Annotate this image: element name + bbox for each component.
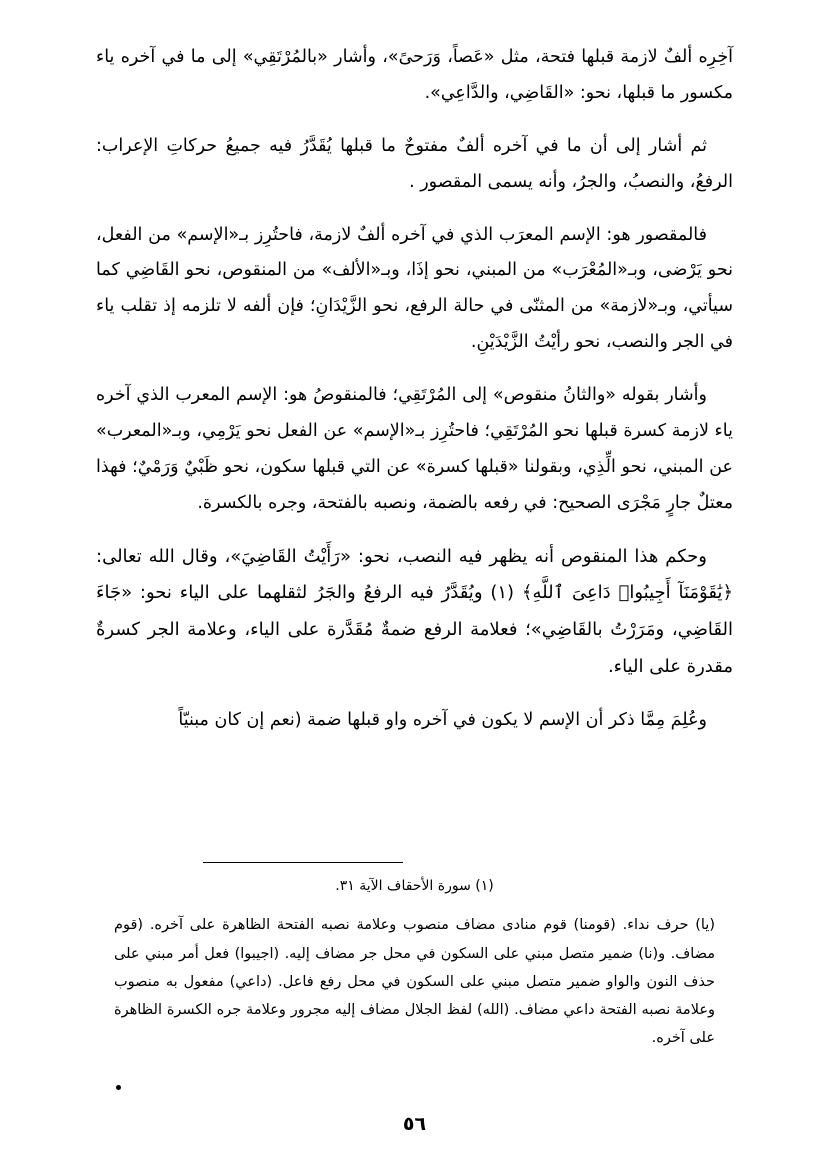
main-text-column <box>96 40 733 739</box>
footnote-grammatical-analysis <box>96 911 733 1052</box>
paragraph: وعُلِمَ مِمَّا ذكر أن الإسم لا يكون في آخره واو قبلها ضمة (نعم إن كان مبنيّاً <box>178 710 707 731</box>
page-number: ٥٦ <box>402 1113 427 1135</box>
decorative-bullet-mark <box>116 1085 121 1090</box>
footnote-text: (يا) حرف نداء. (قومنا) قوم منادى مضاف منصوب وعلامة نصبه الفتحة الظاهرة على آخره. (قوم مضاف. و(نا) ضمير متصل مبني على السكون في محل جر مضاف إليه. (اجيبوا) فعل أمر مبني على حذف النون والواو ضمير متصل مبني على السكون في محل رفع فاعل. (داعي) مفعول به منصوب وعلامة نصبه الفتحة داعي مضاف. (الله) لفظ الجلال مضاف إليه مجرور وعلامة جره الكسرة الظاهرة على آخره. <box>114 917 715 1047</box>
paragraph-with-quran-quote: وحكم هذا المنقوص أنه يظهر فيه النصب، نحو: «رَأَيْتُ القَاضِيَ»، وقال الله تعالى: ﴿يَٰقَوْمَنَآ أَجِيبُوا۟ دَاعِىَ ٱللَّهِ﴾ (١) ويُقَدَّرُ فيه الرفعُ والجَرُ لثقلهما على الياء نحو: «جَاءَ القَاضِي، ومَرَرْتُ بالقَاضِي»؛ فعلامة الرفع ضمةٌ مُقَدَّرة على الياء، وعلامة الجر كسرةٌ مقدرة على الياء. <box>96 545 733 678</box>
paragraph: وأشار بقوله «والثانُ منقوص» إلى المُرْتَقِي؛ فالمنقوصُ هو: الإسم المعرب الذي آخره ياء لازمة كسرة قبلها نحو المُرْتَقِي؛ فاحتُرِز بـ«الإسم» عن الفعل نحو يَرْمِي، وبـ«المعرب» عن المبني، نحو الِّذِي، وبقولنا «قبلها كسرة» عن التي قبلها سكون، نحو ظَبْيٌ وَرَمْيٌ؛ فهذا معتلٌ جارٍ مَجْرَى الصحيح: في رفعه بالضمة، ونصبه بالفتحة، وجره بالكسرة. <box>96 385 733 513</box>
paragraph: فالمقصور هو: الإسم المعرَب الذي في آخره ألفٌ لازمة، فاحتُرِز بـ«الإسم» من الفعل، نحو يَرْضى، وبـ«المُعْرَب» من المبني، نحو إذَا، وبـ«الألف» من المنقوص، نحو القَاضِي كما سيأتي، وبـ«لازمة» من المثنّى في حالة الرفع، نحو الزَّيْدَانِ؛ فإن ألفه لا تلزمه إذ تقلب ياء في الجر والنصب، نحو رأيْتُ الزَّيْدَيْنِ. <box>96 224 733 353</box>
paragraph: ثم أشار إلى أن ما في آخره ألفٌ مفتوحٌ ما قبلها يُقَدَّرُ فيه جميعُ حركاتِ الإعراب: الرفعُ، والنصبُ، والجرُ، وأنه يسمى المقصور . <box>96 135 733 192</box>
footnote-source-reference: (١) سورة الأحقاف الآية ٣١. <box>335 878 494 894</box>
paragraph: آخِرِه ألفٌ لازمة قبلها فتحة، مثل «عَصاً، وَرَحىً»، وأشار «بالمُرْتَقِي» إلى ما في آخره ياء مكسور ما قبلها، نحو: «القَاضِي، والدَّاعِي». <box>96 47 733 103</box>
footnote-separator-rule <box>203 862 403 863</box>
footnote-area <box>96 862 733 1053</box>
